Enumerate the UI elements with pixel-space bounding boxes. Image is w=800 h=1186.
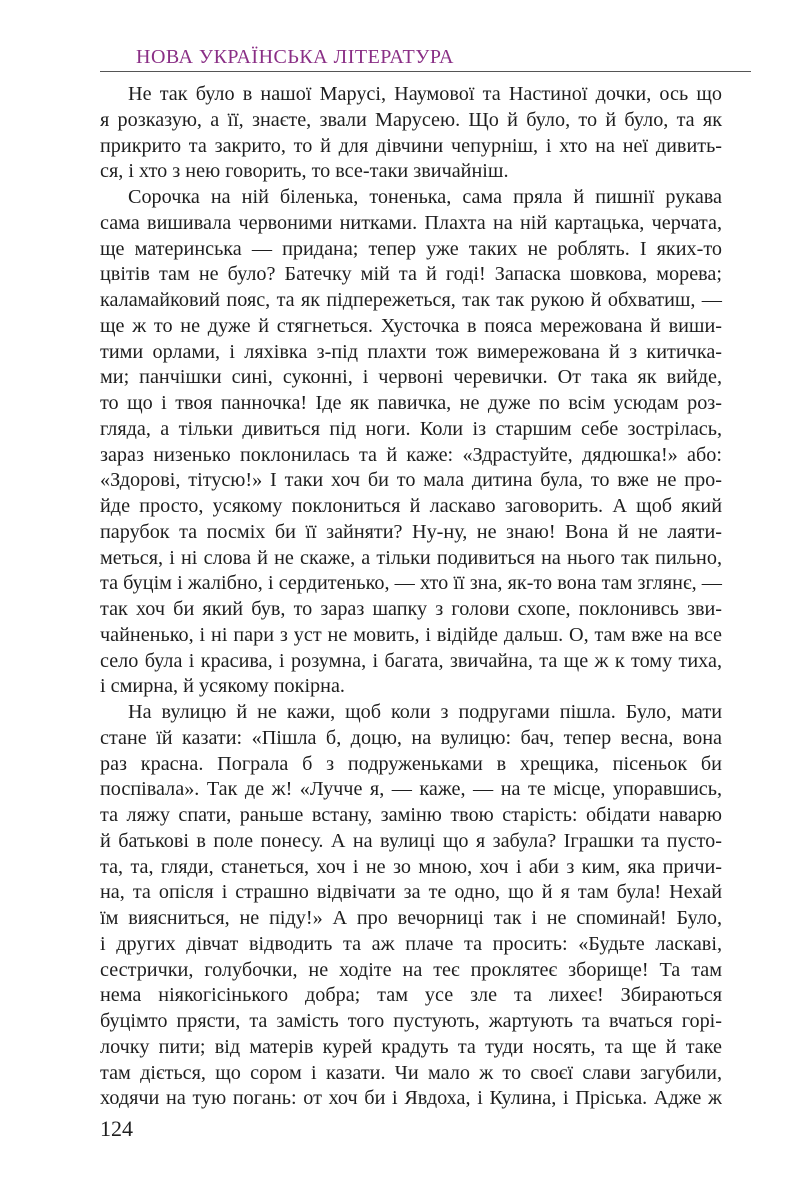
text-line: сестрички, голубочки, не ходіте на теє проклятеє зборище! Та там <box>100 958 722 981</box>
text-line: ще ж то не дуже й стягнеться. Хусточка в пояса мережована й виши- <box>100 314 722 337</box>
text-line: та, та, гляди, станеться, хоч і не зо мною, хоч і аби з ким, яка причи- <box>100 855 722 878</box>
text-line: то що і твоя панночка! Іде як павичка, не дуже по всім усюдам роз- <box>100 392 722 414</box>
text-line: зараз низенько поклонилась та й каже: «Здрастуйте, дядюшка!» або: <box>100 443 722 466</box>
text-line: буцімто прясти, та замість того пустують, жартують та вчаться горі- <box>100 1010 722 1032</box>
text-line: «Здорові, тітусю!» І таки хоч би то мала дитина була, то вже не про- <box>100 469 722 492</box>
text-line: ще материнська — придана; тепер уже таких не роблять. І яких-то <box>100 237 722 260</box>
page-body <box>100 82 722 1112</box>
text-line: село була і красива, і розумна, і багата, звичайна, та ще ж к тому тиха, <box>100 649 722 672</box>
text-line: я розказую, а її, знаєте, звали Марусею. Що й було, то й було, та як <box>100 108 722 131</box>
text-line: і смирна, й усякому покірна. <box>100 675 345 698</box>
text-line: поспівала». Так де ж! «Лучче я, — каже, — на те місце, упоравшись, <box>100 778 722 801</box>
text-line: та ляжу спати, раньше встану, заміню твою старість: обідати наварю <box>100 804 722 826</box>
text-line: тими орлами, і ляхівка з-під плахти тож вимережована й з китичка- <box>100 340 722 363</box>
text-line: гляда, а тільки дивиться під ноги. Коли із старшим себе зострілась, <box>100 417 722 440</box>
text-line: стане їй казати: «Пішла б, доцю, на вулицю: бач, тепер весна, вона <box>100 726 722 749</box>
text-line: Не так було в нашої Марусі, Наумової та Настиної дочки, ось що <box>128 83 722 105</box>
text-line: На вулицю й не кажи, щоб коли з подругами пішла. Було, мати <box>128 701 722 723</box>
text-line: й батькові в поле понесу. А на вулиці що я забула? Іграшки та пусто- <box>100 829 722 852</box>
text-line: лочку пити; від матерів курей крадуть та туди носять, та ще й таке <box>100 1035 722 1058</box>
text-line: їм вияснитьcя, не піду!» А про вечорниці так і не споминай! Було, <box>100 907 722 929</box>
text-line: там діється, що сором і казати. Чи мало ж то своєї слави загубили, <box>100 1061 722 1084</box>
text-line: каламайковий пояс, та як підпережеться, так так рукою й обхватиш, — <box>100 289 722 311</box>
running-header: НОВА УКРАЇНСЬКА ЛІТЕРАТУРА <box>136 46 454 68</box>
text-line: ся, і хто з нею говорить, то все-таки звичайніш. <box>100 160 509 183</box>
text-line: раз красна. Пограла б з подруженьками в хрещика, пісеньок би <box>100 752 722 775</box>
text-line: на, та опісля і страшно відвічати за те одно, що й я там була! Нехай <box>100 881 722 904</box>
text-line: нема ніякогісінького добра; там усе зле та лихеє! Збираються <box>100 984 722 1007</box>
text-line: цвітів там не було? Батечку мій та й годі! Запаска шовкова, морева; <box>100 263 722 286</box>
text-line: меться, і ні слова й не скаже, а тільки подивиться на нього так пильно, <box>100 546 722 569</box>
text-line: і других дівчат відводить та аж плаче та просить: «Будьте ласкаві, <box>100 932 722 955</box>
text-line: ми; панчішки сині, суконні, і червоні черевички. От така як вийде, <box>100 366 722 389</box>
text-line: ходячи на тую погань: от хоч би і Явдоха, і Кулина, і Пріська. Адже ж <box>100 1087 722 1110</box>
page-number: 124 <box>100 1116 133 1141</box>
text-line: та буцім і жалібно, і сердитенько, — хто її зна, як-то вона там зглянє, — <box>100 572 722 595</box>
text-line: сама вишивала червоними нитками. Плахта на ній картацька, черчата, <box>100 211 722 234</box>
text-line: парубок та посміх би її зайняти? Ну-ну, не знаю! Вона й не лаяти- <box>100 520 722 543</box>
header-rule <box>100 71 751 72</box>
text-line: чайненько, і ні пари з уст не мовить, і відійде дальш. О, там вже на все <box>100 623 722 646</box>
text-line: так хоч би який був, то зараз шапку з голови схопе, поклонивсь зви- <box>100 598 722 620</box>
text-line: Сорочка на ній біленька, тоненька, сама пряла й пишнії рукава <box>128 186 722 208</box>
text-line: прикрито та закрито, то й для дівчини чепурніш, і хто на неї дивить- <box>100 134 722 157</box>
text-line: йде просто, усякому поклониться й ласкаво заговорить. А щоб який <box>100 495 722 517</box>
